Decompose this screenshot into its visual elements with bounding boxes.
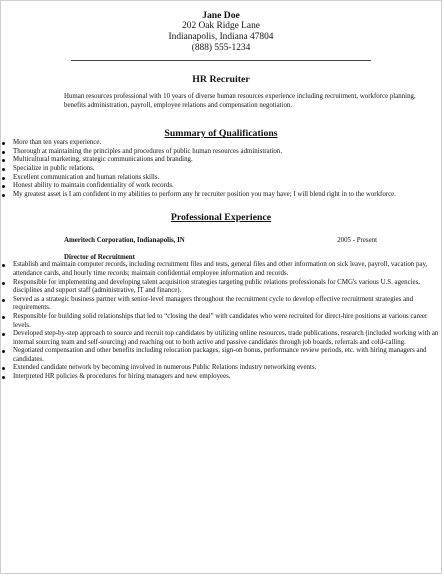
- qualification-item: More than ten years experience.: [1, 139, 441, 148]
- qualification-item: Honest ability to maintain confidentiality of work records.: [1, 182, 441, 191]
- role-title: Director of Recruitment: [64, 254, 135, 262]
- experience-heading: Professional Experience: [170, 212, 272, 224]
- responsibility-item: Served as a strategic business partner with senior-level managers throughout the recruitment cycle to develop effective recruitment strategies and requirements.: [1, 296, 441, 313]
- job-title: HR Recruiter: [192, 74, 250, 85]
- qualifications-heading: Summary of Qualifications: [164, 128, 278, 140]
- profile-summary: Human resources professional with 10 years of diverse human resources experience including recruitment, workforce planning, benefits administration, payroll, employee relations and compensation negotiation.: [64, 93, 416, 109]
- responsibility-item: Responsible for building solid relationships that led to “closing the deal” with candidates who were recruited for direct-hire positions at various career levels.: [1, 313, 441, 330]
- employment-dates: 2005 - Present: [337, 237, 377, 245]
- responsibilities-list: [1, 261, 441, 381]
- responsibility-item: Extended candidate network by becoming involved in numerous Public Relations industry networking events.: [1, 364, 441, 373]
- phone-number: (888) 555-1234: [191, 43, 251, 53]
- company-name: Ameritech Corporation, Indianapolis, IN: [64, 237, 185, 245]
- job-header: [64, 237, 377, 244]
- qualification-item: Thorough at maintaining the principles and procedures of public human resources administration.: [1, 148, 441, 157]
- responsibility-item: Negotiated compensation and other benefits including relocation packages, sign-on bonus, performance review periods, etc. with hiring managers and candidates.: [1, 347, 441, 364]
- qualification-item: Multicultural marketing, strategic communications and branding.: [1, 156, 441, 165]
- qualification-item: Excellent communication and human relations skills.: [1, 174, 441, 183]
- resume-header: [1, 1, 441, 54]
- qualifications-list: [1, 139, 441, 199]
- qualification-item: My greatest asset is I am confident in my abilities to perform any hr recruiter position you may have; I will blend right in to the workforce.: [1, 191, 441, 200]
- responsibility-item: Responsible for implementing and developing talent acquisition strategies targeting public relations professionals for CMG's various U.S. agencies, disciplines and support staff (administrative, IT and finance).: [1, 279, 441, 296]
- city-state-zip: Indianapolis, Indiana 47804: [168, 32, 274, 42]
- header-divider: [71, 60, 371, 61]
- street-address: 202 Oak Ridge Lane: [182, 21, 260, 31]
- candidate-name: Jane Doe: [202, 10, 240, 21]
- responsibility-item: Establish and maintain computer records, including recruitment files and tests, general files and other information on sick leave, payroll, vacation pay, attendance cards, and hourly time records; maintain confidential employee information and records.: [1, 261, 441, 278]
- qualification-item: Specialize in public relations.: [1, 165, 441, 174]
- responsibility-item: Developed step-by-step approach to source and recruit top candidates by utilizing online resources, trade publications, research (included working with an internal sourcing team and self-sourcing) and reaching out to both active and passive candidates through job boards, referrals and cold-calling.: [1, 330, 441, 347]
- responsibility-item: Interpreted HR policies & procedures for hiring managers and new employees.: [1, 373, 441, 382]
